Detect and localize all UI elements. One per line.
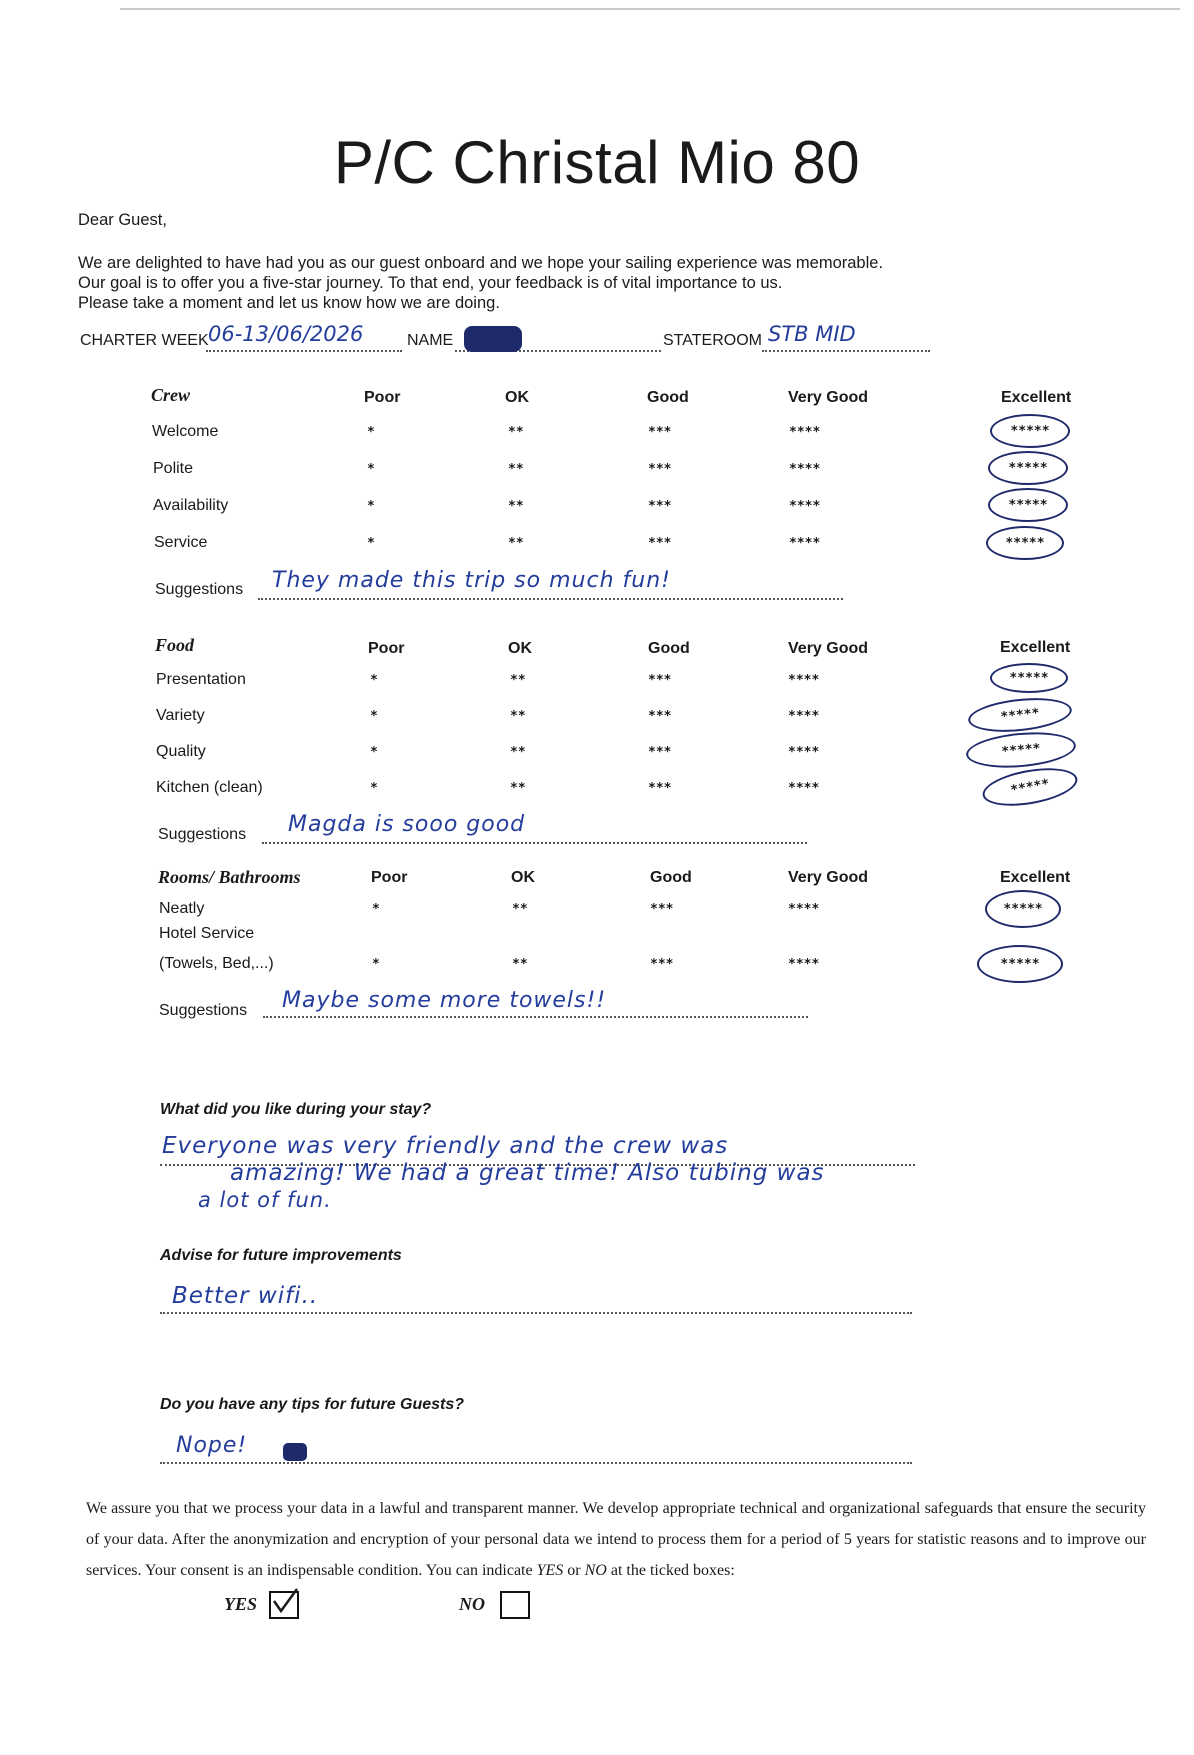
rating-verygood[interactable]: **** <box>789 499 821 514</box>
rating-excellent-selected[interactable] <box>980 762 1080 812</box>
privacy-notice <box>86 1493 1146 1586</box>
row-label-availability: Availability <box>153 497 229 514</box>
rating-good[interactable]: *** <box>648 673 672 688</box>
row-label-variety: Variety <box>156 707 205 724</box>
col-verygood-crew: Very Good <box>788 389 869 406</box>
rating-excellent-selected[interactable] <box>985 890 1061 928</box>
question-improvements-label: Advise for future improvements <box>160 1247 402 1264</box>
col-good-rooms: Good <box>650 869 692 886</box>
suggestions-label-food: Suggestions <box>158 826 247 843</box>
rating-poor[interactable]: * <box>367 425 375 440</box>
stateroom-value: STB MID <box>768 322 856 346</box>
rating-excellent: ***** <box>999 705 1041 725</box>
col-poor-food: Poor <box>368 640 405 657</box>
rating-poor[interactable]: * <box>370 673 378 688</box>
section-title-food: Food <box>155 635 195 655</box>
checkmark-icon <box>269 1587 299 1617</box>
col-ok-crew: OK <box>505 389 529 406</box>
rating-excellent: ***** <box>1008 460 1048 476</box>
rating-ok[interactable]: ** <box>510 745 526 760</box>
suggestion-rooms: Maybe some more towels!! <box>282 988 607 1013</box>
col-ok-food: OK <box>508 640 532 657</box>
rating-poor[interactable]: * <box>370 745 378 760</box>
rating-excellent: ***** <box>1003 901 1043 917</box>
privacy-no-word: NO <box>584 1562 607 1579</box>
rating-excellent-selected[interactable] <box>988 488 1068 522</box>
col-poor-crew: Poor <box>364 389 401 406</box>
col-excellent-food: Excellent <box>1000 639 1071 656</box>
suggestion-food: Magda is sooo good <box>288 812 526 837</box>
rating-excellent-selected[interactable] <box>986 526 1064 560</box>
rating-good[interactable]: *** <box>650 957 674 972</box>
col-excellent-rooms: Excellent <box>1000 869 1071 886</box>
row-label-polite: Polite <box>153 460 194 477</box>
suggestion-crew: They made this trip so much fun! <box>272 568 671 593</box>
rating-excellent: ***** <box>1000 740 1042 760</box>
charter-week-label: CHARTER WEEK <box>80 332 209 349</box>
rating-ok[interactable]: ** <box>508 499 524 514</box>
rating-verygood[interactable]: **** <box>788 745 820 760</box>
privacy-or-word: or <box>563 1562 585 1579</box>
rating-excellent: ***** <box>1009 776 1051 798</box>
rating-ok[interactable]: ** <box>510 673 526 688</box>
rating-verygood[interactable]: **** <box>789 462 821 477</box>
privacy-yes-word: YES <box>536 1562 564 1579</box>
rating-poor[interactable]: * <box>372 902 380 917</box>
page-title: P/C Christal Mio 80 <box>333 129 861 196</box>
question-liked-label: What did you like during your stay? <box>160 1101 432 1118</box>
rating-poor[interactable]: * <box>367 499 375 514</box>
col-poor-rooms: Poor <box>371 869 408 886</box>
rating-excellent: ***** <box>1008 497 1048 513</box>
row-label-kitchen: Kitchen (clean) <box>156 779 263 796</box>
row-label-presentation: Presentation <box>156 671 246 688</box>
rating-ok[interactable]: ** <box>512 957 528 972</box>
rating-ok[interactable]: ** <box>510 781 526 796</box>
intro-line-2: Our goal is to offer you a five-star journey. To that end, your feedback is of vital importance to us. <box>78 274 783 292</box>
question-tips-field[interactable] <box>160 1440 912 1464</box>
rating-poor[interactable]: * <box>367 462 375 477</box>
rating-good[interactable]: *** <box>648 536 672 551</box>
rating-excellent: ***** <box>1009 670 1049 686</box>
suggestions-label-crew: Suggestions <box>155 581 244 598</box>
row-label-welcome: Welcome <box>152 423 219 440</box>
consent-no-label: NO <box>459 1594 485 1614</box>
rating-ok[interactable]: ** <box>512 902 528 917</box>
scan-top-edge <box>120 8 1180 10</box>
suggestions-label-rooms: Suggestions <box>159 1002 248 1019</box>
consent-no-checkbox[interactable] <box>500 1591 530 1619</box>
rating-good[interactable]: *** <box>648 781 672 796</box>
rating-excellent: ***** <box>1010 423 1050 439</box>
charter-week-value: 06-13/06/2026 <box>208 322 364 346</box>
rating-excellent: ***** <box>1000 956 1040 972</box>
row-label-towels-bed: (Towels, Bed,...) <box>159 955 274 972</box>
intro-line-3: Please take a moment and let us know how we are doing. <box>78 294 500 312</box>
answer-improvements: Better wifi.. <box>172 1283 319 1309</box>
redaction-mark <box>464 326 522 352</box>
col-good-food: Good <box>648 640 690 657</box>
rating-ok[interactable]: ** <box>508 425 524 440</box>
rating-good[interactable]: *** <box>648 462 672 477</box>
greeting: Dear Guest, <box>78 211 167 229</box>
name-label: NAME <box>407 332 454 349</box>
rating-verygood[interactable]: **** <box>788 673 820 688</box>
rating-verygood[interactable]: **** <box>789 536 821 551</box>
rating-verygood[interactable]: **** <box>788 709 820 724</box>
rating-poor[interactable]: * <box>370 709 378 724</box>
answer-tips: Nope! <box>176 1433 248 1458</box>
row-label-neatly: Neatly <box>159 900 205 917</box>
col-excellent-crew: Excellent <box>1001 389 1072 406</box>
section-title-rooms: Rooms/ Bathrooms <box>158 867 301 887</box>
rating-verygood[interactable]: **** <box>788 957 820 972</box>
rating-poor[interactable]: * <box>367 536 375 551</box>
rating-excellent-selected[interactable] <box>990 663 1068 693</box>
col-ok-rooms: OK <box>511 869 535 886</box>
rating-excellent-selected[interactable] <box>988 451 1068 485</box>
row-label-hotel-service: Hotel Service <box>159 925 255 942</box>
rating-ok[interactable]: ** <box>508 536 524 551</box>
row-label-service: Service <box>154 534 208 551</box>
intro-line-1: We are delighted to have had you as our guest onboard and we hope your sailing experience was memorable. <box>78 254 884 272</box>
stateroom-label: STATEROOM <box>663 332 762 349</box>
answer-liked-line-2: amazing! We had a great time! Also tubing was <box>230 1160 825 1186</box>
rating-excellent-selected[interactable] <box>990 414 1070 448</box>
rating-ok[interactable]: ** <box>508 462 524 477</box>
rating-poor[interactable]: * <box>372 957 380 972</box>
rating-good[interactable]: *** <box>648 745 672 760</box>
rating-ok[interactable]: ** <box>510 709 526 724</box>
consent-yes-label: YES <box>224 1594 258 1614</box>
scribble-mark <box>283 1443 307 1461</box>
section-title-crew: Crew <box>151 385 191 405</box>
rating-good[interactable]: *** <box>650 902 674 917</box>
rating-good[interactable]: *** <box>648 709 672 724</box>
row-label-quality: Quality <box>156 743 206 760</box>
privacy-text-end: at the ticked boxes: <box>606 1562 735 1579</box>
rating-excellent: ***** <box>1005 535 1045 551</box>
question-tips-label: Do you have any tips for future Guests? <box>160 1396 465 1413</box>
rating-excellent-selected[interactable] <box>967 694 1074 737</box>
col-verygood-rooms: Very Good <box>788 869 869 886</box>
col-good-crew: Good <box>647 389 689 406</box>
rating-good[interactable]: *** <box>648 499 672 514</box>
answer-liked-line-1: Everyone was very friendly and the crew was <box>162 1133 729 1159</box>
col-verygood-food: Very Good <box>788 640 869 657</box>
privacy-text: We assure you that we process your data in a lawful and transparent manner. We develop appropriate technical and organizational safeguards that ensure the security of your data. After the anonymization and encryption of your personal data we intend to process them for a period of 5 years for statistic reasons and to improve our services. Your consent is an indispensable condition. You can indicate <box>86 1500 1146 1579</box>
rating-poor[interactable]: * <box>370 781 378 796</box>
answer-liked-line-3: a lot of fun. <box>198 1188 332 1212</box>
rating-good[interactable]: *** <box>648 425 672 440</box>
rating-verygood[interactable]: **** <box>788 902 820 917</box>
rating-excellent-selected[interactable] <box>977 945 1063 983</box>
rating-excellent-selected[interactable] <box>965 728 1078 771</box>
rating-verygood[interactable]: **** <box>788 781 820 796</box>
consent-yes-checkbox[interactable] <box>269 1591 299 1619</box>
rating-verygood[interactable]: **** <box>789 425 821 440</box>
